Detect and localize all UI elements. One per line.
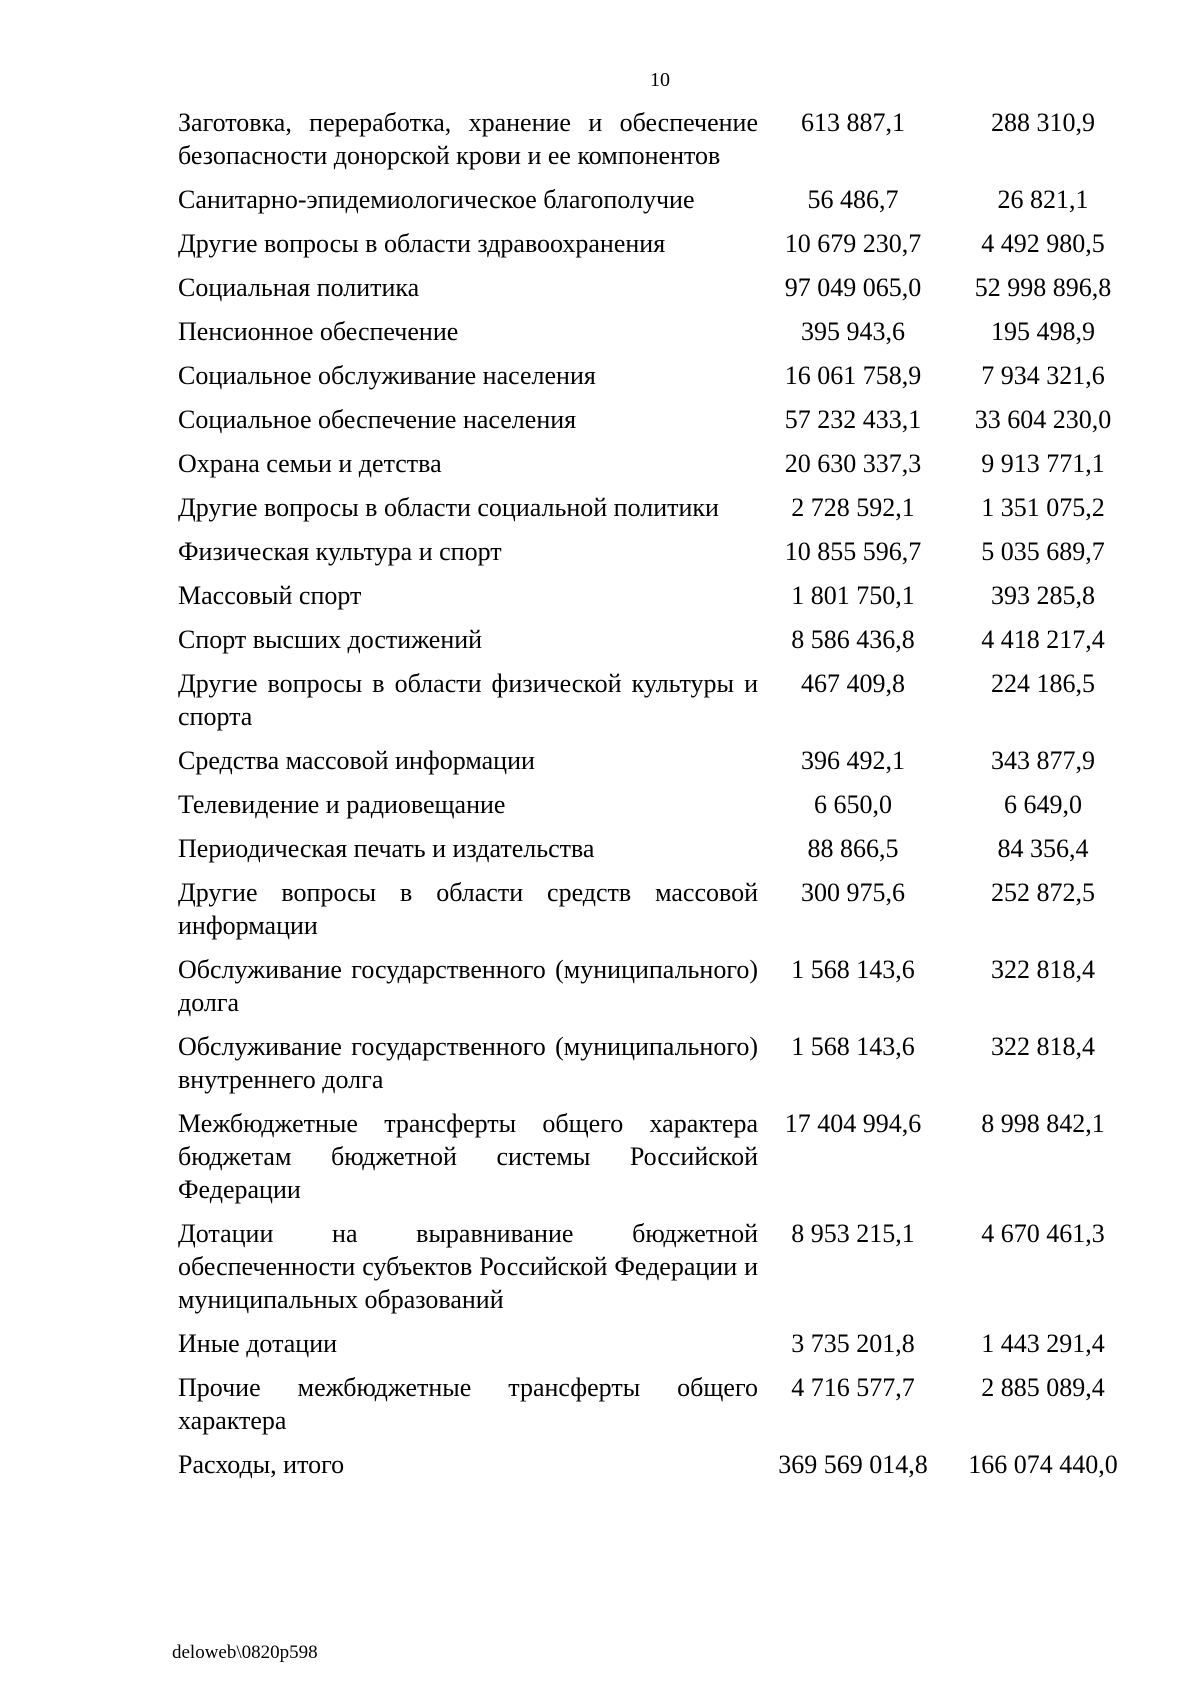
row-value-1: 10 855 596,7 [784, 537, 922, 566]
row-value-1: 57 232 433,1 [784, 405, 922, 434]
row-label: Физическая культура и спорт [178, 537, 502, 566]
table-row [178, 1107, 1138, 1206]
table-row [178, 1327, 1138, 1360]
row-value-2: 195 498,9 [991, 317, 1095, 346]
table-row [178, 876, 1138, 942]
row-label: Пенсионное обеспечение [178, 317, 459, 346]
table-row-total [178, 1448, 1138, 1481]
row-value-1: 17 404 994,6 [784, 1109, 922, 1138]
row-label: Охрана семьи и детства [178, 449, 442, 478]
table-row [178, 1217, 1138, 1316]
row-value-1: 1 568 143,6 [791, 1032, 915, 1061]
table-row [178, 744, 1138, 777]
row-label: Спорт высших достижений [178, 625, 483, 654]
row-value-1: 396 492,1 [801, 746, 905, 775]
row-label: Иные дотации [178, 1329, 338, 1358]
table-row [178, 271, 1138, 304]
row-value-1: 97 049 065,0 [784, 273, 922, 302]
row-value-1: 3 735 201,8 [791, 1329, 915, 1358]
document-footer-code: deloweb\0820p598 [172, 1642, 318, 1663]
row-label: Обслуживание государственного (муниципального) внутреннего долга [178, 1032, 758, 1094]
row-value-1: 467 409,8 [801, 669, 905, 698]
table-row [178, 106, 1138, 172]
row-value-2: 1 351 075,2 [981, 493, 1105, 522]
row-label: Другие вопросы в области социальной политики [178, 493, 719, 522]
row-label: Заготовка, переработка, хранение и обеспечение безопасности донорской крови и ее компонентов [178, 108, 758, 170]
row-value-2: 4 492 980,5 [981, 229, 1105, 258]
row-value-1: 300 975,6 [801, 878, 905, 907]
row-value-1: 88 866,5 [807, 834, 899, 863]
table-row [178, 788, 1138, 821]
table-row [178, 1371, 1138, 1437]
table-row [178, 953, 1138, 1019]
row-label: Межбюджетные трансферты общего характера бюджетам бюджетной системы Российской Федерации [178, 1109, 758, 1204]
row-label: Периодическая печать и издательства [178, 834, 595, 863]
row-value-2: 4 670 461,3 [981, 1219, 1105, 1248]
row-value-1: 20 630 337,3 [784, 449, 922, 478]
row-value-1: 4 716 577,7 [791, 1373, 915, 1402]
row-value-1: 369 569 014,8 [778, 1450, 928, 1479]
row-label: Социальное обеспечение населения [178, 405, 577, 434]
table-row [178, 403, 1138, 436]
row-value-2: 6 649,0 [1004, 790, 1082, 819]
row-label: Другие вопросы в области средств массовой информации [178, 878, 758, 940]
row-value-1: 10 679 230,7 [784, 229, 922, 258]
row-value-2: 322 818,4 [991, 955, 1095, 984]
row-label: Средства массовой информации [178, 746, 535, 775]
row-value-2: 9 913 771,1 [981, 449, 1105, 478]
row-label: Телевидение и радиовещание [178, 790, 506, 819]
row-value-2: 84 356,4 [997, 834, 1089, 863]
row-value-1: 16 061 758,9 [784, 361, 922, 390]
row-value-2: 166 074 440,0 [968, 1450, 1118, 1479]
row-label: Социальное обслуживание населения [178, 361, 596, 390]
row-value-2: 288 310,9 [991, 108, 1095, 137]
row-value-2: 322 818,4 [991, 1032, 1095, 1061]
table-row [178, 1030, 1138, 1096]
row-value-2: 52 998 896,8 [974, 273, 1112, 302]
row-value-2: 7 934 321,6 [981, 361, 1105, 390]
page-number: 10 [650, 69, 670, 91]
row-value-2: 224 186,5 [991, 669, 1095, 698]
row-value-2: 5 035 689,7 [981, 537, 1105, 566]
row-label: Прочие межбюджетные трансферты общего характера [178, 1373, 758, 1435]
row-value-1: 8 953 215,1 [791, 1219, 915, 1248]
row-label: Массовый спорт [178, 581, 362, 610]
row-label: Расходы, итого [178, 1450, 345, 1479]
row-value-2: 2 885 089,4 [981, 1373, 1105, 1402]
row-value-2: 8 998 842,1 [981, 1109, 1105, 1138]
table-row [178, 359, 1138, 392]
row-value-2: 4 418 217,4 [981, 625, 1105, 654]
table-row [178, 535, 1138, 568]
row-value-1: 6 650,0 [814, 790, 892, 819]
row-label: Обслуживание государственного (муниципального) долга [178, 955, 758, 1017]
row-label: Дотации на выравнивание бюджетной обеспеченности субъектов Российской Федерации и муниципальных образований [178, 1219, 758, 1314]
table-row [178, 667, 1138, 733]
row-label: Другие вопросы в области здравоохранения [178, 229, 666, 258]
budget-table [178, 106, 1138, 1492]
row-value-1: 1 801 750,1 [791, 581, 915, 610]
table-row [178, 491, 1138, 524]
row-value-1: 56 486,7 [807, 185, 899, 214]
row-value-1: 613 887,1 [801, 108, 905, 137]
row-value-2: 393 285,8 [991, 581, 1095, 610]
row-label: Другие вопросы в области физической культуры и спорта [178, 669, 758, 731]
row-value-2: 33 604 230,0 [974, 405, 1112, 434]
row-value-2: 252 872,5 [991, 878, 1095, 907]
table-row [178, 183, 1138, 216]
table-row [178, 623, 1138, 656]
table-row [178, 579, 1138, 612]
row-value-2: 1 443 291,4 [981, 1329, 1105, 1358]
table-row [178, 315, 1138, 348]
row-label: Санитарно-эпидемиологическое благополучие [178, 185, 695, 214]
row-label: Социальная политика [178, 273, 420, 302]
table-row [178, 227, 1138, 260]
table-row [178, 832, 1138, 865]
row-value-1: 2 728 592,1 [791, 493, 915, 522]
row-value-1: 395 943,6 [801, 317, 905, 346]
row-value-2: 343 877,9 [991, 746, 1095, 775]
table-row [178, 447, 1138, 480]
row-value-1: 8 586 436,8 [791, 625, 915, 654]
row-value-2: 26 821,1 [997, 185, 1089, 214]
row-value-1: 1 568 143,6 [791, 955, 915, 984]
